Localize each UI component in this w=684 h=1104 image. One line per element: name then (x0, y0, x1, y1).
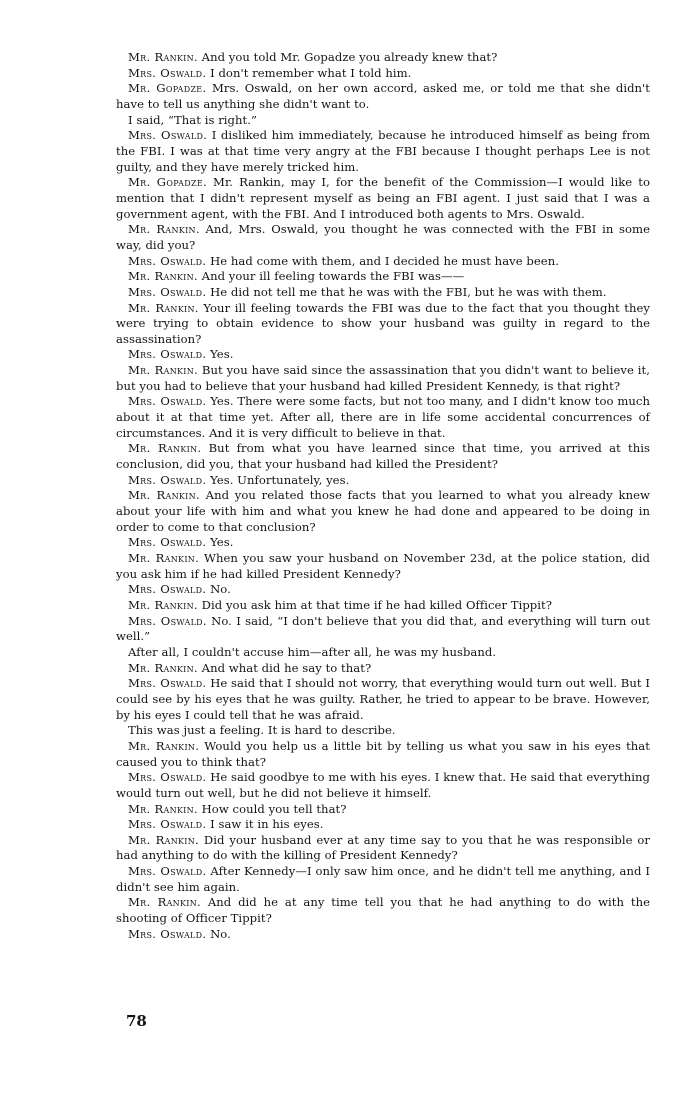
paragraph-text: After all, I couldn't accuse him—after all, he was my husband. (128, 644, 497, 659)
paragraph-text: I don't remember what I told him. (206, 65, 412, 80)
testimony-paragraph (116, 66, 650, 82)
speaker-name: Mr. Rankin. (128, 895, 201, 910)
testimony-paragraph (116, 363, 650, 394)
speaker-name: Mr. Rankin. (128, 832, 200, 847)
speaker-name: Mr. Rankin. (128, 738, 200, 753)
testimony-paragraph (116, 488, 650, 535)
paragraph-text: I said, “That is right.” (128, 112, 257, 127)
speaker-name: Mrs. Oswald. (128, 864, 207, 879)
testimony-paragraph (116, 301, 650, 348)
testimony-paragraph (116, 895, 650, 926)
speaker-name: Mrs. Oswald. (128, 582, 207, 597)
speaker-name: Mr. Rankin. (128, 300, 199, 315)
speaker-name: Mr. Rankin. (128, 551, 200, 565)
testimony-paragraph (116, 739, 650, 770)
speaker-name: Mrs. Oswald. (128, 284, 207, 299)
testimony-paragraph (116, 222, 650, 253)
paragraph-text: He did not tell me that he was with the FBI, but he was with them. (206, 284, 607, 299)
paragraph-text: Yes. Unfortunately, yes. (206, 472, 350, 487)
testimony-paragraph (116, 551, 650, 582)
testimony-paragraph (116, 802, 650, 818)
paragraph-text: No. (206, 926, 231, 941)
paragraph-text: Mr. Rankin, may I, for the benefit of the Commission—I would like to mention that I didn't represent myself as being an FBI agent. I just said that I was a government agent, with the FBI. And I introduced both agents to Mrs. Oswald. (116, 175, 650, 221)
speaker-name: Mrs. Oswald. (128, 770, 207, 785)
speaker-name: Mr. Gopadze. (128, 175, 207, 190)
speaker-name: Mr. Rankin. (128, 269, 198, 284)
paragraph-text: I disliked him immediately, because he introduced himself as being from the FBI. I was at that time very angry at the FBI because I thought perhaps Lee is not guilty, and they have merely tricked him. (116, 128, 650, 174)
testimony-paragraph (116, 535, 650, 551)
testimony-paragraph (116, 770, 650, 801)
speaker-name: Mrs. Oswald. (128, 347, 207, 362)
page-number: 78 (126, 1012, 147, 1030)
testimony-paragraph (116, 817, 650, 833)
paragraph-text: And you related those facts that you learned to what you already knew about your life with him and what you knew he had done and appeared to be doing in order to come to that conclusion? (116, 488, 650, 534)
paragraph-text: And you told Mr. Gopadze you already knew that? (197, 50, 498, 64)
paragraph-text: And what did he say to that? (197, 660, 372, 675)
paragraph-text: How could you tell that? (197, 801, 347, 816)
testimony-paragraph (116, 473, 650, 489)
testimony-paragraph (116, 128, 650, 175)
testimony-paragraph (116, 864, 650, 895)
speaker-name: Mrs. Oswald. (128, 394, 207, 409)
speaker-name: Mrs. Oswald. (128, 128, 208, 143)
testimony-paragraph (116, 285, 650, 301)
testimony-paragraph (116, 614, 650, 645)
speaker-name: Mrs. Oswald. (128, 472, 207, 487)
paragraph-text: Mrs. Oswald, on her own accord, asked me, or told me that she didn't have to tell us anything she didn't want to. (116, 81, 651, 111)
testimony-paragraph (116, 833, 650, 864)
testimony-paragraph (116, 927, 650, 943)
testimony-paragraph (116, 645, 650, 661)
testimony-paragraph (116, 582, 650, 598)
paragraph-text: Would you help us a little bit by telling us what you saw in his eyes that caused you to think that? (116, 738, 650, 769)
testimony-paragraph (116, 723, 650, 739)
speaker-name: Mrs. Oswald. (128, 926, 207, 941)
paragraph-text: After Kennedy—I only saw him once, and he didn't tell me anything, and I didn't see him again. (116, 864, 650, 894)
testimony-paragraph (116, 441, 650, 472)
testimony-paragraph (116, 347, 650, 363)
testimony-paragraph (116, 661, 650, 677)
speaker-name: Mrs. Oswald. (128, 613, 207, 628)
paragraph-text: Your ill feeling towards the FBI was due to the fact that you thought they were trying to obtain evidence to show your husband was guilty in regard to the assassination? (116, 300, 650, 346)
speaker-name: Mrs. Oswald. (128, 817, 207, 832)
speaker-name: Mr. Rankin. (128, 488, 200, 503)
testimony-paragraph (116, 269, 650, 285)
speaker-name: Mrs. Oswald. (128, 676, 207, 691)
testimony-paragraph (116, 254, 650, 270)
speaker-name: Mrs. Oswald. (128, 535, 207, 550)
paragraph-text: Did your husband ever at any time say to you that he was responsible or had anything to do with the killing of President Kennedy? (116, 832, 650, 863)
paragraph-text: He said goodbye to me with his eyes. I knew that. He said that everything would turn out well, but he did not believe it himself. (116, 770, 650, 800)
paragraph-text: But from what you have learned since that time, you arrived at this conclusion, did you, that your husband had killed the President? (116, 441, 650, 472)
testimony-paragraph (116, 81, 650, 112)
speaker-name: Mr. Rankin. (128, 597, 198, 612)
speaker-name: Mr. Rankin. (128, 50, 198, 64)
paragraph-text: And your ill feeling towards the FBI was—— (197, 269, 465, 284)
paragraph-text: When you saw your husband on November 23d, at the police station, did you ask him if he had killed President Kennedy? (116, 551, 650, 581)
paragraph-text: Yes. There were some facts, but not too many, and I didn't know too much about it at that time yet. After all, there are in life some accidental concurrences of circumstances. And it is very difficult to believe in that. (116, 394, 650, 440)
paragraph-text: Yes. (206, 535, 234, 550)
speaker-name: Mr. Rankin. (128, 363, 199, 378)
testimony-paragraph (116, 394, 650, 441)
paragraph-text: Yes. (206, 347, 234, 362)
paragraph-text: He said that I should not worry, that everything would turn out well. But I could see by his eyes that he was guilty. Rather, he tried to appear to be brave. However, by his eyes I could tell that he was afraid. (116, 676, 650, 722)
paragraph-text: This was just a feeling. It is hard to describe. (128, 723, 396, 738)
paragraph-text: And, Mrs. Oswald, you thought he was connected with the FBI in some way, did you? (116, 222, 650, 252)
paragraph-text: But you have said since the assassination that you didn't want to believe it, but you had to believe that your husband had killed President Kennedy, is that right? (116, 363, 650, 393)
speaker-name: Mrs. Oswald. (128, 65, 207, 80)
testimony-paragraph (116, 175, 650, 222)
testimony-paragraph (116, 50, 650, 66)
paragraph-text: No. (206, 582, 231, 597)
paragraph-text: He had come with them, and I decided he must have been. (206, 253, 559, 268)
testimony-text (116, 50, 650, 942)
speaker-name: Mr. Rankin. (128, 801, 198, 816)
speaker-name: Mr. Gopadze. (128, 81, 207, 96)
testimony-paragraph (116, 113, 650, 129)
speaker-name: Mrs. Oswald. (128, 253, 207, 268)
speaker-name: Mr. Rankin. (128, 660, 198, 675)
testimony-paragraph (116, 676, 650, 723)
paragraph-text: Did you ask him at that time if he had killed Officer Tippit? (197, 597, 552, 612)
speaker-name: Mr. Rankin. (128, 441, 202, 456)
speaker-name: Mr. Rankin. (128, 222, 200, 237)
testimony-paragraph (116, 598, 650, 614)
paragraph-text: And did he at any time tell you that he had anything to do with the shooting of Officer Tippit? (116, 895, 650, 926)
paragraph-text: No. I said, “I don't believe that you did that, and everything will turn out well.” (116, 613, 650, 644)
paragraph-text: I saw it in his eyes. (206, 817, 324, 832)
